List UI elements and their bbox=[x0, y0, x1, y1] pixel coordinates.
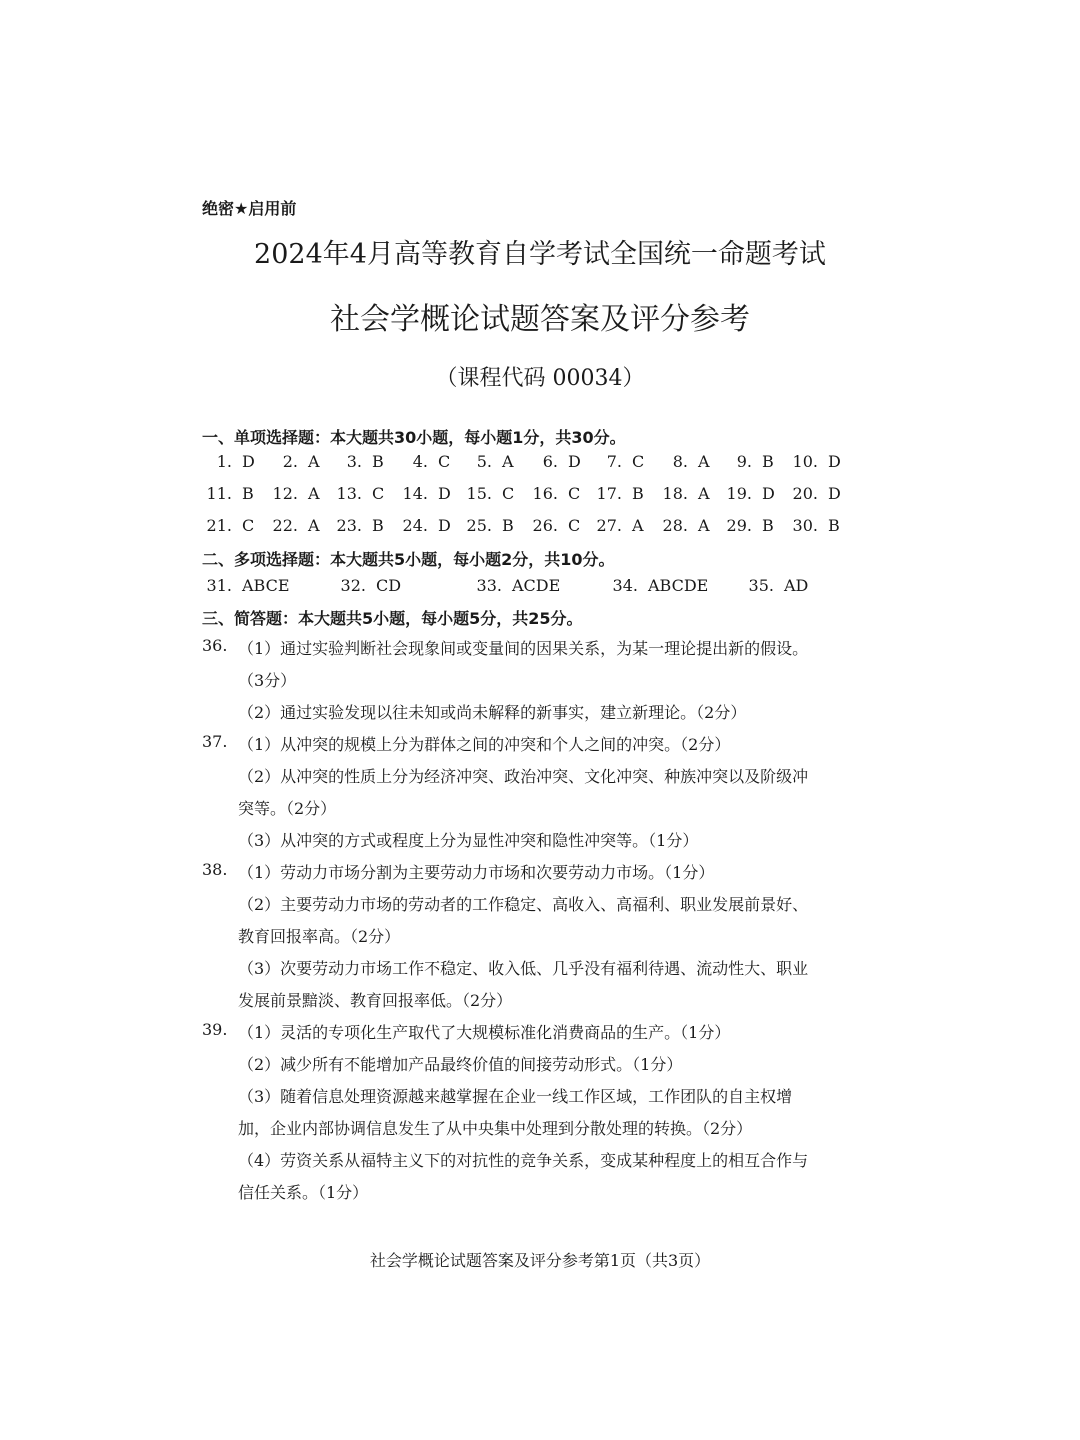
answer-letter: D bbox=[438, 516, 451, 535]
course-code: （课程代码 00034） bbox=[435, 366, 645, 391]
answer-point-continued: 加，企业内部协调信息发生了从中央集中处理到分散处理的转换。（2分） bbox=[238, 1119, 753, 1138]
answer-letter: C bbox=[502, 484, 515, 503]
question-number: 6. bbox=[542, 452, 558, 471]
answer-point: （4）劳资关系从福特主义下的对抗性的竞争关系，变成某种程度上的相互合作与 bbox=[238, 1151, 809, 1170]
answer-point: （1）劳动力市场分割为主要劳动力市场和次要劳动力市场。（1分） bbox=[238, 863, 715, 882]
answer-letter: C bbox=[568, 516, 581, 535]
answer-letter: C bbox=[568, 484, 581, 503]
section-multi-choice-heading: 二、多项选择题：本大题共5小题，每小题2分，共10分。 bbox=[202, 550, 615, 569]
question-number: 38. bbox=[202, 860, 228, 879]
question-number: 18. bbox=[662, 484, 688, 503]
answer-point-continued: （3分） bbox=[238, 671, 297, 690]
question-number: 26. bbox=[532, 516, 558, 535]
single-choice-item bbox=[398, 484, 451, 503]
answer-point-continued: 教育回报率高。（2分） bbox=[238, 927, 401, 946]
question-number: 17. bbox=[596, 484, 622, 503]
single-choice-item bbox=[462, 516, 514, 535]
question-number: 4. bbox=[412, 452, 428, 471]
single-choice-item bbox=[202, 516, 254, 535]
single-choice-item bbox=[528, 516, 580, 535]
answer-letter: A bbox=[308, 452, 320, 471]
single-choice-item bbox=[332, 452, 384, 471]
answer-letter: D bbox=[568, 452, 581, 471]
answer-letter: D bbox=[438, 484, 451, 503]
answer-letter: D bbox=[762, 484, 775, 503]
answer-point: （2）主要劳动力市场的劳动者的工作稳定、高收入、高福利、职业发展前景好、 bbox=[238, 895, 809, 914]
single-choice-item bbox=[722, 484, 775, 503]
answer-letter: D bbox=[242, 452, 255, 471]
question-number: 29. bbox=[726, 516, 752, 535]
single-choice-item bbox=[202, 452, 255, 471]
single-choice-item bbox=[592, 452, 644, 471]
question-number: 1. bbox=[216, 452, 232, 471]
multi-choice-item: 33. ACDE bbox=[476, 576, 561, 595]
question-number: 12. bbox=[272, 484, 298, 503]
question-number: 19. bbox=[726, 484, 752, 503]
confidential-mark: 绝密★启用前 bbox=[202, 199, 297, 218]
question-number: 13. bbox=[336, 484, 362, 503]
question-number: 8. bbox=[672, 452, 688, 471]
question-number: 2. bbox=[282, 452, 298, 471]
question-number: 9. bbox=[736, 452, 752, 471]
answer-point: （3）次要劳动力市场工作不稳定、收入低、几乎没有福利待遇、流动性大、职业 bbox=[238, 959, 809, 978]
single-choice-item bbox=[722, 452, 774, 471]
answer-point: （1）通过实验判断社会现象间或变量间的因果关系，为某一理论提出新的假设。 bbox=[238, 639, 809, 658]
multi-choice-item: 34. ABCDE bbox=[612, 576, 709, 595]
answer-letter: B bbox=[762, 516, 774, 535]
question-number: 7. bbox=[606, 452, 622, 471]
single-choice-item bbox=[268, 484, 320, 503]
answer-letter: B bbox=[372, 516, 384, 535]
exam-title: 2024年4月高等教育自学考试全国统一命题考试 bbox=[254, 239, 826, 270]
question-number: 28. bbox=[662, 516, 688, 535]
single-choice-item bbox=[332, 516, 384, 535]
question-number: 3. bbox=[346, 452, 362, 471]
answer-point: （2）从冲突的性质上分为经济冲突、政治冲突、文化冲突、种族冲突以及阶级冲 bbox=[238, 767, 809, 786]
answer-point: （2）减少所有不能增加产品最终价值的间接劳动形式。（1分） bbox=[238, 1055, 683, 1074]
section-short-answer-heading: 三、简答题：本大题共5小题，每小题5分，共25分。 bbox=[202, 609, 583, 628]
answer-letter: C bbox=[438, 452, 451, 471]
single-choice-item bbox=[658, 516, 710, 535]
question-number: 5. bbox=[476, 452, 492, 471]
single-choice-item bbox=[592, 484, 644, 503]
multi-choice-answer-row bbox=[202, 576, 902, 600]
multi-choice-item: 35. AD bbox=[748, 576, 809, 595]
answer-letter: A bbox=[502, 452, 514, 471]
multi-choice-item: 31. ABCE bbox=[206, 576, 290, 595]
single-choice-answer-row bbox=[202, 516, 902, 540]
answer-point-continued: 突等。（2分） bbox=[238, 799, 337, 818]
question-number: 23. bbox=[336, 516, 362, 535]
question-number: 22. bbox=[272, 516, 298, 535]
question-number: 16. bbox=[532, 484, 558, 503]
answer-letter: A bbox=[698, 516, 710, 535]
answer-letter: B bbox=[502, 516, 514, 535]
question-number: 30. bbox=[792, 516, 818, 535]
answer-letter: D bbox=[828, 452, 841, 471]
answer-letter: A bbox=[632, 516, 644, 535]
single-choice-item bbox=[202, 484, 254, 503]
single-choice-answer-row bbox=[202, 484, 902, 508]
question-number: 37. bbox=[202, 732, 228, 751]
question-number: 24. bbox=[402, 516, 428, 535]
question-number: 21. bbox=[206, 516, 232, 535]
answer-letter: A bbox=[698, 452, 710, 471]
page-footer: 社会学概论试题答案及评分参考第1页（共3页） bbox=[369, 1251, 711, 1270]
single-choice-item bbox=[592, 516, 644, 535]
single-choice-item bbox=[788, 484, 841, 503]
question-number: 27. bbox=[596, 516, 622, 535]
single-choice-item bbox=[528, 484, 580, 503]
single-choice-item bbox=[788, 516, 840, 535]
answer-letter: C bbox=[372, 484, 385, 503]
question-number: 39. bbox=[202, 1020, 228, 1039]
answer-point: （3）从冲突的方式或程度上分为显性冲突和隐性冲突等。（1分） bbox=[238, 831, 699, 850]
answer-letter: A bbox=[308, 516, 320, 535]
single-choice-answer-row bbox=[202, 452, 902, 476]
single-choice-item bbox=[268, 452, 320, 471]
question-number: 14. bbox=[402, 484, 428, 503]
section-single-choice-heading: 一、单项选择题：本大题共30小题，每小题1分，共30分。 bbox=[202, 428, 626, 447]
single-choice-item bbox=[658, 484, 710, 503]
single-choice-item bbox=[788, 452, 841, 471]
question-number: 36. bbox=[202, 636, 228, 655]
answer-letter: C bbox=[632, 452, 645, 471]
single-choice-item bbox=[462, 484, 514, 503]
single-choice-item bbox=[658, 452, 710, 471]
answer-letter: B bbox=[242, 484, 254, 503]
single-choice-item bbox=[268, 516, 320, 535]
answer-letter: B bbox=[828, 516, 840, 535]
single-choice-item bbox=[332, 484, 384, 503]
question-number: 20. bbox=[792, 484, 818, 503]
question-number: 11. bbox=[206, 484, 232, 503]
answer-letter: B bbox=[632, 484, 644, 503]
single-choice-item bbox=[398, 516, 451, 535]
answer-letter: B bbox=[762, 452, 774, 471]
answer-point: （1）从冲突的规模上分为群体之间的冲突和个人之间的冲突。（2分） bbox=[238, 735, 731, 754]
single-choice-item bbox=[528, 452, 581, 471]
answer-letter: B bbox=[372, 452, 384, 471]
answer-letter: A bbox=[698, 484, 710, 503]
subject-title: 社会学概论试题答案及评分参考 bbox=[330, 302, 750, 337]
answer-letter: C bbox=[242, 516, 255, 535]
question-number: 10. bbox=[792, 452, 818, 471]
answer-point: （2）通过实验发现以往未知或尚未解释的新事实，建立新理论。（2分） bbox=[238, 703, 747, 722]
multi-choice-item: 32. CD bbox=[340, 576, 402, 595]
question-number: 15. bbox=[466, 484, 492, 503]
single-choice-item bbox=[722, 516, 774, 535]
single-choice-item bbox=[462, 452, 514, 471]
answer-point-continued: 信任关系。（1分） bbox=[238, 1183, 369, 1202]
single-choice-item bbox=[398, 452, 450, 471]
answer-point-continued: 发展前景黯淡、教育回报率低。（2分） bbox=[238, 991, 513, 1010]
answer-letter: A bbox=[308, 484, 320, 503]
question-number: 25. bbox=[466, 516, 492, 535]
answer-letter: D bbox=[828, 484, 841, 503]
answer-point: （1）灵活的专项化生产取代了大规模标准化消费商品的生产。（1分） bbox=[238, 1023, 731, 1042]
answer-point: （3）随着信息处理资源越来越掌握在企业一线工作区域，工作团队的自主权增 bbox=[238, 1087, 793, 1106]
